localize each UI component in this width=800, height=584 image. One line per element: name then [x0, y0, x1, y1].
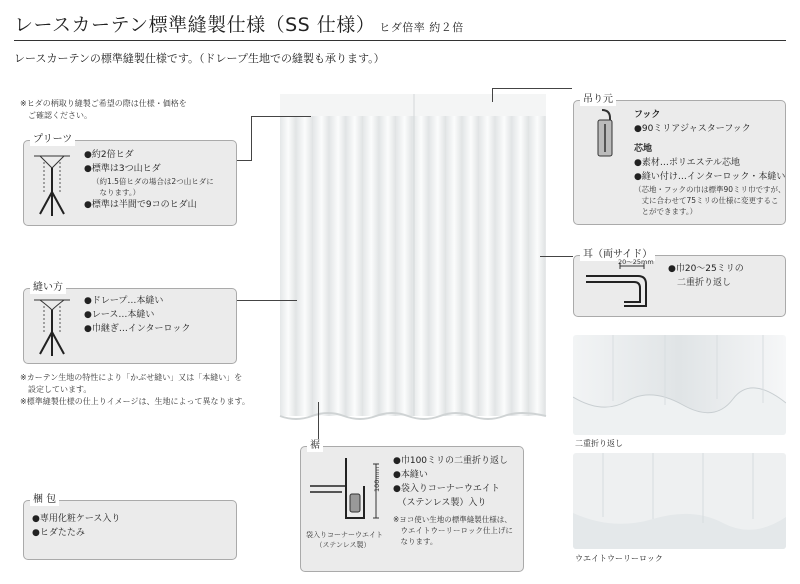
curtain-illustration	[276, 88, 552, 428]
curtain-fold	[380, 94, 397, 416]
curtain-fold	[413, 94, 430, 416]
hook-icon	[590, 106, 620, 162]
photo-caption-2: ウエイトウーリーロック	[575, 554, 663, 563]
edge-dimension: 20～25mm	[618, 258, 654, 266]
curtain-fold	[313, 94, 330, 416]
edge-text: ●巾20～25ミリの 二重折り返し	[668, 264, 744, 288]
sewing-label: 縫い方	[30, 281, 66, 294]
pleats-leader-v	[251, 116, 252, 161]
curtain-fold	[396, 94, 413, 416]
header-top-label: 吊り元	[580, 93, 616, 106]
photo-weight-lock	[573, 453, 786, 549]
title-rule	[14, 40, 786, 41]
header-top-text: フック ●90ミリアジャスターフック 芯地 ●素材…ポリエステル芯地 ●縫い付け…インターロック・本縫い （芯地・フックの巾は標準90ミリ巾ですが、 丈に合わせて75ミリの仕様に変更するこ とができます。）	[634, 110, 786, 216]
page-subtitle: ヒダ倍率 約２倍	[379, 21, 464, 34]
edge-leader	[540, 256, 573, 257]
curtain-fold	[463, 94, 480, 416]
sewing-diagram-icon	[30, 294, 74, 358]
lead-text: レースカーテンの標準縫製仕様です。（ドレープ生地での縫製も承ります。）	[14, 52, 385, 65]
curtain-fold	[297, 94, 314, 416]
curtain-fold	[280, 94, 297, 416]
hem-label: 裾	[307, 439, 323, 452]
pleats-leader-h	[251, 116, 311, 117]
note-top: ※ヒダの柄取り縫製ご希望の際は仕様・価格を ご確認ください。	[20, 99, 187, 120]
header-leader-v	[492, 88, 493, 102]
packing-text: ●専用化粧ケース入り ●ヒダたたみ	[32, 514, 121, 538]
pleats-leader	[237, 160, 251, 161]
curtain-fold	[529, 94, 546, 416]
edge-label: 耳（両サイド）	[580, 248, 655, 261]
pleats-label: プリーツ	[30, 133, 75, 146]
weight-caption: 袋入りコーナーウエイト （ステンレス製）	[306, 531, 383, 549]
hem-text: ●巾100ミリの二重折り返し ●本縫い ●袋入りコーナーウエイト （ステンレス製）入り ※ヨコ使い生地の標準縫製仕様は、 ウエイトウーリーロック仕上げに なります。	[393, 456, 513, 546]
photo-weight-lock-image	[573, 453, 786, 549]
header-leader-h	[492, 88, 572, 89]
curtain-fold	[330, 94, 347, 416]
curtain-fold	[346, 94, 363, 416]
packing-label: 梱 包	[30, 493, 59, 506]
sewing-text: ●ドレープ…本縫い ●レース…本縫い ●巾継ぎ…インターロック	[84, 296, 191, 334]
sewing-leader	[237, 300, 297, 301]
photo-double-fold	[573, 335, 786, 435]
page-title: レースカーテン標準縫製仕様（SS 仕様） ヒダ倍率 約２倍	[14, 14, 464, 36]
photo-caption-1: 二重折り返し	[575, 439, 623, 448]
photo-double-fold-image	[573, 335, 786, 435]
curtain-fold	[446, 94, 463, 416]
pleat-diagram-icon	[30, 148, 74, 220]
curtain-fold	[429, 94, 446, 416]
pleats-text: ●約2倍ヒダ ●標準は3つ山ヒダ （約1.5倍ヒダの場合は2つ山ヒダに なります。） ●標準は半間で9コのヒダ山	[84, 150, 214, 210]
curtain-fold	[479, 94, 496, 416]
curtain-fold	[512, 94, 529, 416]
notes-mid: ※カーテン生地の特性により「かぶせ縫い」又は「本縫い」を 設定しています。 ※標準縫製仕様の仕上りイメージは、生地によって異なります。	[20, 373, 250, 406]
hem-dimension: 100mm	[373, 466, 381, 492]
curtain-fold	[363, 94, 380, 416]
edge-diagram-icon	[584, 262, 654, 312]
curtain-fold	[496, 94, 513, 416]
